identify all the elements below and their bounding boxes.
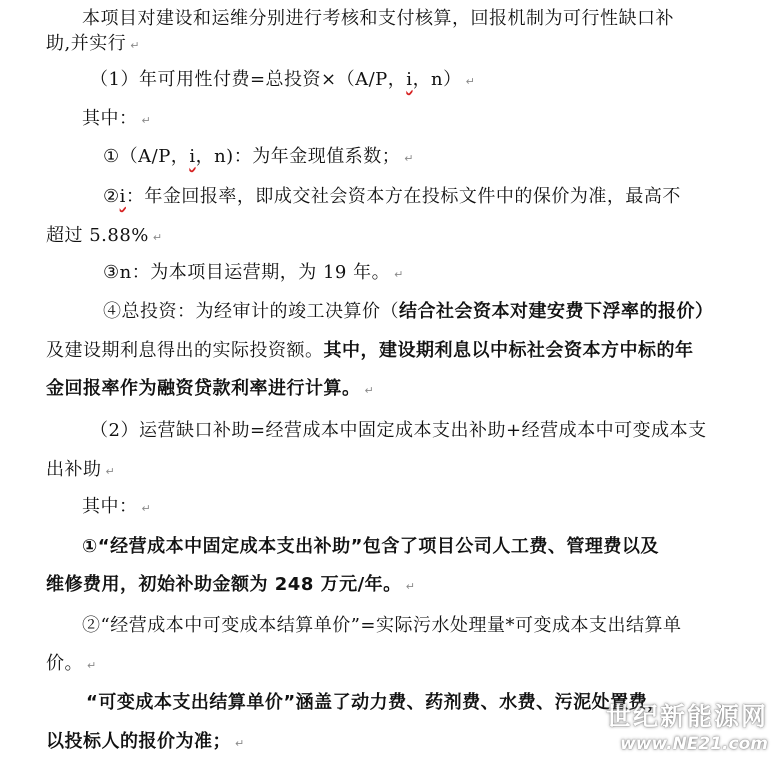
item2-formula-line-2: 出补助 ↵ bbox=[46, 459, 116, 480]
item2-among: 其中： ↵ bbox=[82, 496, 152, 517]
site-watermark bbox=[606, 697, 768, 754]
item2-point-3-line-2: 以投标人的报价为准； ↵ bbox=[46, 731, 245, 752]
return-mark: ↵ bbox=[130, 39, 140, 52]
item2-point-1-line-1: ①“经营成本中固定成本支出补助”包含了项目公司人工费、管理费以及 bbox=[82, 536, 659, 557]
item1-point-2-line-2: 超过 5.88% ↵ bbox=[46, 225, 163, 246]
watermark-title: 世纪新能源网 bbox=[605, 702, 768, 731]
item2-point-3-line-1: “可变成本支出结算单价”涵盖了动力费、药剂费、水费、污泥处置费， bbox=[86, 692, 666, 713]
item2-formula-line-1: （2）运营缺口补助=经营成本中固定成本支出补助+经营成本中可变成本支 bbox=[90, 420, 707, 441]
item2-point-2-line-2: 价。 ↵ bbox=[46, 653, 97, 674]
item1-point-4-line-3: 金回报率作为融资贷款利率进行计算。 ↵ bbox=[46, 378, 375, 399]
item1-point-4-line-1: ④总投资：为经审计的竣工决算价（结合社会资本对建安费下浮率的报价） bbox=[103, 301, 714, 322]
intro-line-2: 助,并实行 ↵ bbox=[46, 33, 140, 54]
item1-point-2-line-1: ②i：年金回报率，即成交社会资本方在投标文件中的保价为准，最高不 bbox=[103, 186, 681, 207]
item1-point-4-line-2: 及建设期利息得出的实际投资额。其中，建设期利息以中标社会资本方中标的年 bbox=[46, 340, 694, 361]
watermark-url: www.NE21.com bbox=[620, 734, 768, 754]
item1-point-3: ③n：为本项目运营期，为 19 年。 ↵ bbox=[103, 262, 404, 283]
item1-among: 其中： ↵ bbox=[82, 108, 152, 129]
item1-formula: （1）年可用性付费=总投资×（A/P，i，n） ↵ bbox=[90, 69, 476, 90]
item1-point-1: ①（A/P，i，n)：为年金现值系数； ↵ bbox=[103, 146, 414, 167]
item2-point-1-line-2: 维修费用，初始补助金额为 248 万元/年。 ↵ bbox=[46, 574, 416, 595]
item2-point-2-line-1: ②“经营成本中可变成本结算单价”=实际污水处理量*可变成本支出结算单 bbox=[82, 615, 682, 636]
intro-line-1: 本项目对建设和运维分别进行考核和支付核算，回报机制为可行性缺口补 bbox=[82, 8, 674, 29]
